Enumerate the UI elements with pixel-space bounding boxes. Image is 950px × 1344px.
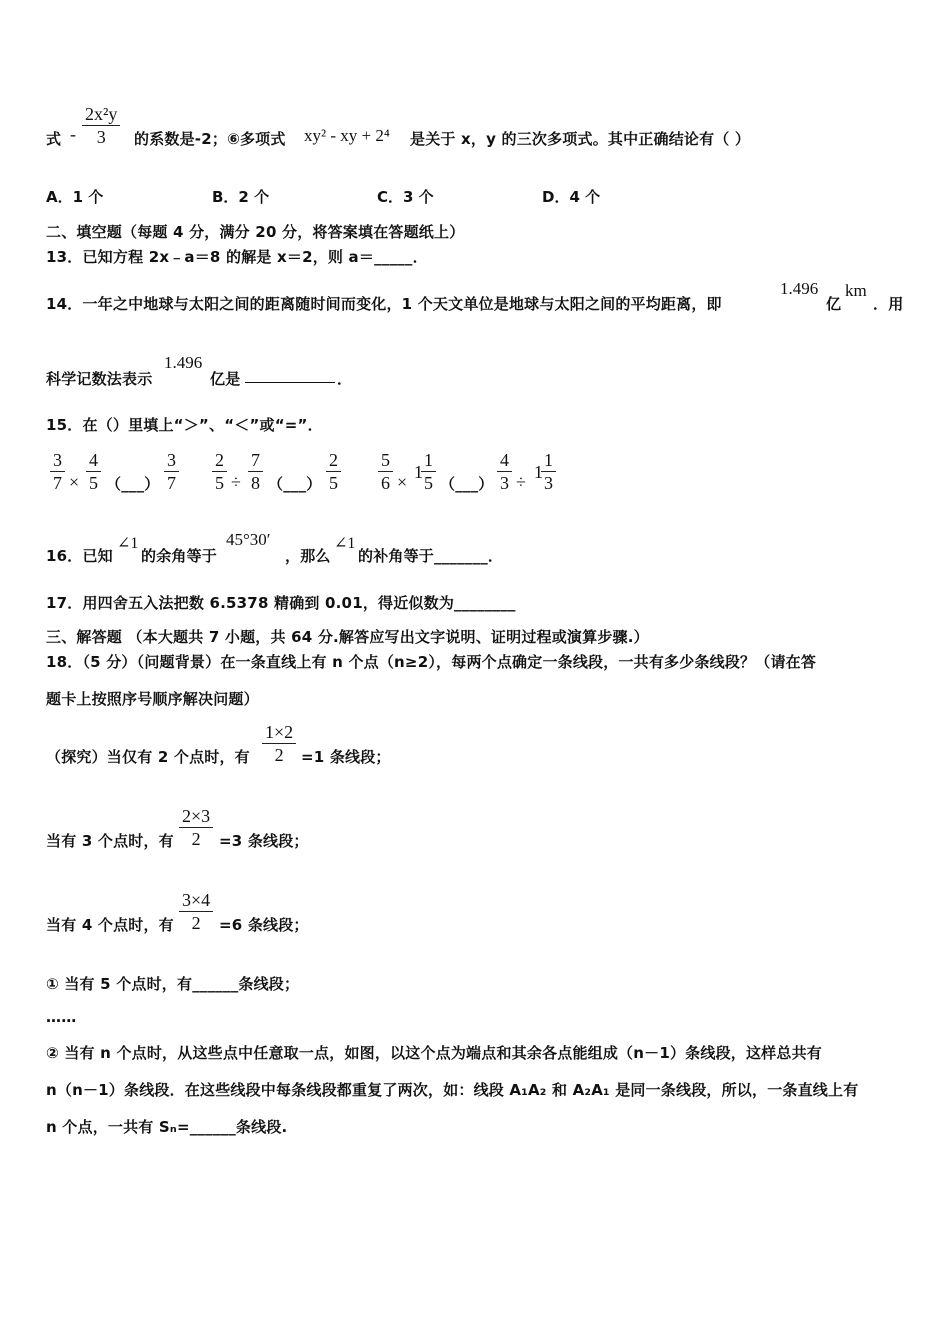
q12-prefix: 式 — [46, 130, 62, 148]
q12-minus: - — [70, 124, 76, 144]
q15-3-paren[interactable]: （___） — [440, 475, 494, 493]
q15-3-frac-a: 5 6 — [378, 450, 393, 493]
q14-yi: 亿 — [826, 295, 842, 313]
section-2-heading: 二、填空题（每题 4 分，满分 20 分，将答案填在答题纸上） — [46, 223, 465, 241]
question-16-a: 16．已知 — [46, 547, 113, 565]
option-a: A．1 个 — [46, 188, 104, 206]
q18-explore-1-frac: 1×2 2 — [262, 722, 296, 765]
q15-1-paren[interactable]: （___） — [106, 475, 160, 493]
question-17: 17．用四舍五入法把数 6.5378 精确到 0.01，得近似数为________ — [46, 594, 516, 612]
q15-1-frac-a: 3 7 — [50, 450, 65, 493]
q15-1-frac-b: 4 5 — [86, 450, 101, 493]
question-13: 13．已知方程 2x﹣a＝8 的解是 x＝2，则 a＝_____． — [46, 248, 428, 266]
q14-line1-end: ．用 — [873, 295, 904, 313]
q15-2-paren[interactable]: （___） — [268, 475, 322, 493]
q15-3-frac-d: 1 3 — [541, 450, 556, 493]
q15-2-frac-a: 2 5 — [212, 450, 227, 493]
q18-item-2-line3: n 个点，一共有 Sₙ=______条线段. — [46, 1118, 288, 1136]
question-14-line2: 科学记数法表示 — [46, 370, 153, 388]
question-18-line2: 题卡上按照序号顺序解决问题） — [46, 690, 259, 708]
q15-1-op: × — [69, 472, 80, 492]
q15-2-frac-c: 2 5 — [326, 450, 341, 493]
q15-3-whole-d: 1 — [534, 462, 543, 482]
q12-fraction — [82, 104, 120, 147]
q18-item-2-line1: ② 当有 n 个点时，从这些点中任意取一点，如图，以这个点为端点和其余各点能组成（n－1）条线段，这样总共有 — [46, 1044, 822, 1062]
q14-answer-blank[interactable] — [245, 370, 335, 383]
q15-3-op: × — [397, 472, 408, 492]
q18-item-2-line2: n（n－1）条线段．在这些线段中每条线段都重复了两次，如：线段 A₁A₂ 和 A₂A₁ 是同一条线段，所以，一条直线上有 — [46, 1081, 859, 1099]
option-d: D．4 个 — [542, 188, 601, 206]
q18-explore-2-a: 当有 3 个点时，有 — [46, 832, 174, 850]
q15-3-frac-b: 1 5 — [421, 450, 436, 493]
q18-ellipsis: …… — [46, 1008, 77, 1026]
q15-2-frac-b: 7 8 — [248, 450, 263, 493]
q18-explore-3-a: 当有 4 个点时，有 — [46, 916, 174, 934]
q16-angle-2: ∠1 — [334, 535, 356, 552]
q18-explore-1-b: =1 条线段； — [301, 748, 391, 766]
question-16-d: 的补角等于_______． — [358, 547, 504, 565]
q12-text1: 的系数是-2；⑥多项式 — [134, 130, 286, 148]
fraction-bar — [82, 125, 120, 126]
question-16-c: ，那么 — [285, 547, 331, 565]
question-18-line1: 18．（5 分）（问题背景）在一条直线上有 n 个点（n≥2），每两个点确定一条线段，一共有多少条线段？（请在答 — [46, 653, 817, 671]
q14-number-2: 1.496 — [164, 353, 203, 372]
q15-3-whole-b: 1 — [414, 462, 423, 482]
question-15-title: 15．在（）里填上“＞”、“＜”或“=”． — [46, 416, 323, 434]
q14-unit: km — [845, 281, 867, 300]
option-c: C．3 个 — [377, 188, 434, 206]
q18-item-1: ① 当有 5 个点时，有______条线段； — [46, 975, 300, 993]
q18-explore-3-b: =6 条线段； — [219, 916, 309, 934]
q18-explore-2-b: =3 条线段； — [219, 832, 309, 850]
question-16-b: 的余角等于 — [141, 547, 218, 565]
q15-3-op2: ÷ — [516, 472, 526, 492]
q18-explore-3-frac: 3×4 2 — [179, 890, 213, 933]
q18-explore-2-frac: 2×3 2 — [179, 806, 213, 849]
q16-angle-1: ∠1 — [117, 535, 139, 552]
q14-line2-end: ． — [337, 370, 353, 388]
q15-3-frac-c: 4 3 — [497, 450, 512, 493]
q12-frac-num: 2x²y — [85, 104, 118, 124]
q18-explore-1-a: （探究）当仅有 2 个点时，有 — [46, 748, 250, 766]
q12-frac-den: 3 — [96, 127, 106, 147]
question-14-line1: 14．一年之中地球与太阳之间的距离随时间而变化，1 个天文单位是地球与太阳之间的平均距离，即 — [46, 295, 722, 313]
option-b: B．2 个 — [212, 188, 270, 206]
q14-number: 1.496 — [780, 279, 819, 298]
q12-text2: 是关于 x，y 的三次多项式。其中正确结论有（ ） — [410, 130, 751, 148]
q16-degrees: 45°30′ — [226, 530, 271, 549]
q12-polynomial: xy² - xy + 2⁴ — [304, 126, 390, 145]
q14-line2-mid: 亿是 — [210, 370, 241, 388]
section-3-heading: 三、解答题 （本大题共 7 小题，共 64 分.解答应写出文字说明、证明过程或演算步骤.） — [46, 628, 649, 646]
q15-1-frac-c: 3 7 — [164, 450, 179, 493]
q15-2-op: ÷ — [231, 472, 241, 492]
